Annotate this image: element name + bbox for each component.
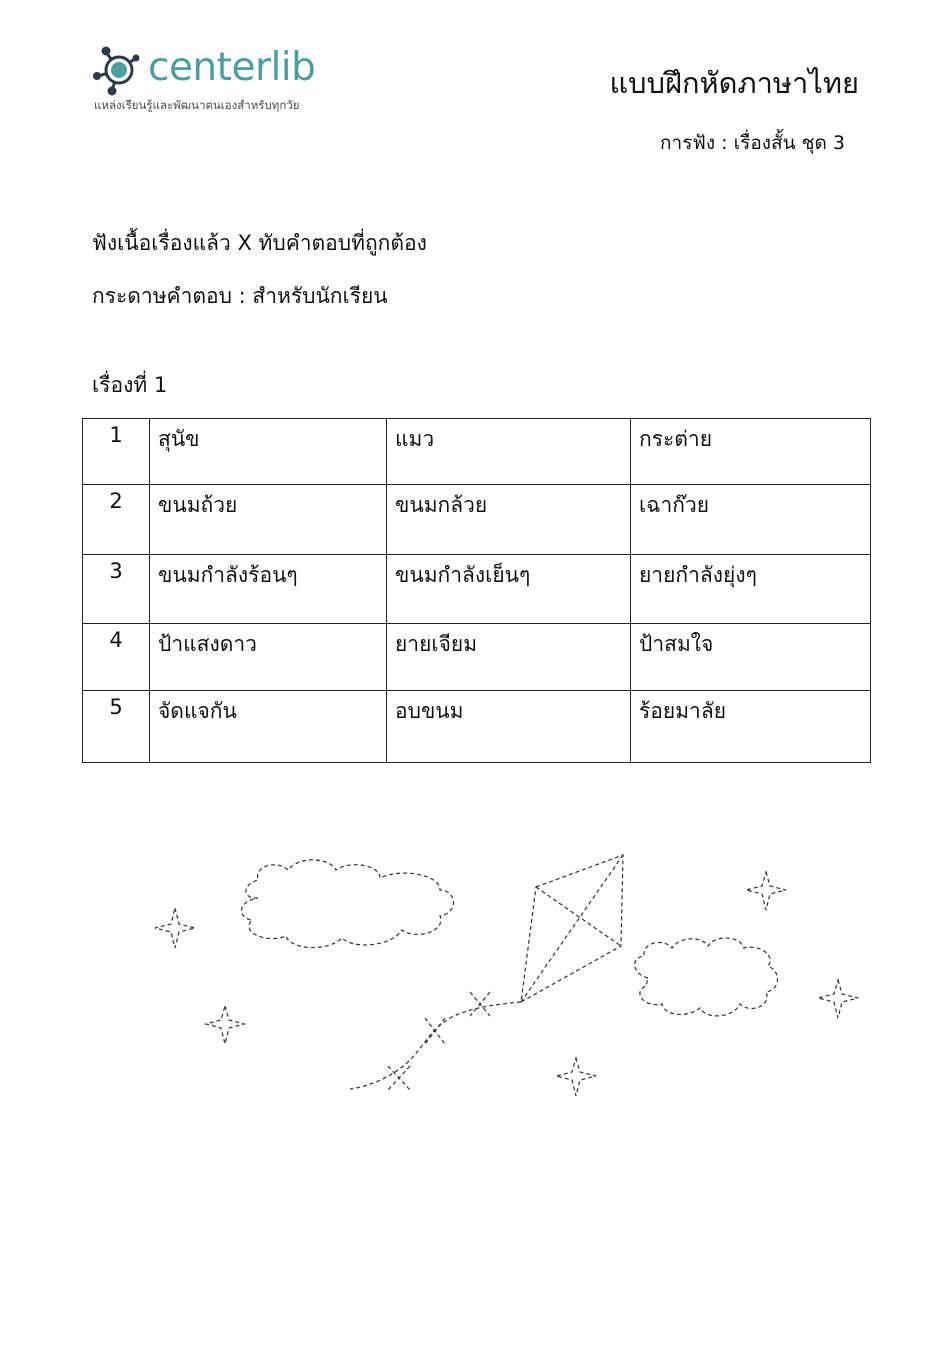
question-row-1 bbox=[83, 419, 871, 485]
star-icon bbox=[556, 1058, 596, 1096]
answer-choice[interactable]: อบขนม bbox=[387, 691, 631, 763]
star-icon bbox=[746, 872, 786, 910]
answer-sheet-label: กระดาษคำตอบ : สำหรับนักเรียน bbox=[92, 284, 388, 308]
answer-table bbox=[82, 418, 871, 763]
cloud-icon bbox=[635, 938, 778, 1016]
brand-name: centerlib bbox=[148, 45, 316, 90]
answer-choice[interactable]: สุนัข bbox=[150, 419, 387, 485]
instruction-text: ฟังเนื้อเรื่องแล้ว X ทับคำตอบที่ถูกต้อง bbox=[92, 231, 427, 255]
page-title: แบบฝึกหัดภาษาไทย bbox=[609, 66, 859, 100]
answer-choice[interactable]: ยายเจียม bbox=[387, 624, 631, 691]
question-row-3 bbox=[83, 555, 871, 624]
question-number: 4 bbox=[83, 624, 150, 691]
kite-illustration bbox=[140, 840, 880, 1110]
molecule-logo-icon bbox=[92, 42, 150, 98]
star-icon bbox=[155, 908, 195, 948]
answer-choice[interactable]: ป้าสมใจ bbox=[631, 624, 871, 691]
question-number: 5 bbox=[83, 691, 150, 763]
question-number: 2 bbox=[83, 485, 150, 555]
brand-logo bbox=[92, 42, 352, 117]
cloud-icon bbox=[241, 860, 453, 948]
answer-choice[interactable]: ยายกำลังยุ่งๆ bbox=[631, 555, 871, 624]
question-number: 3 bbox=[83, 555, 150, 624]
star-icon bbox=[206, 1006, 244, 1044]
brand-tagline: แหล่งเรียนรู้และพัฒนาตนเองสำหรับทุกวัย bbox=[94, 98, 300, 112]
kite-icon bbox=[350, 855, 623, 1090]
answer-choice[interactable]: กระต่าย bbox=[631, 419, 871, 485]
answer-choice[interactable]: ขนมถ้วย bbox=[150, 485, 387, 555]
question-row-5 bbox=[83, 691, 871, 763]
answer-choice[interactable]: ขนมกำลังร้อนๆ bbox=[150, 555, 387, 624]
star-icon bbox=[818, 980, 858, 1018]
answer-choice[interactable]: แมว bbox=[387, 419, 631, 485]
answer-choice[interactable]: ขนมกล้วย bbox=[387, 485, 631, 555]
page-subtitle: การฟัง : เรื่องสั้น ชุด 3 bbox=[660, 132, 845, 154]
question-number: 1 bbox=[83, 419, 150, 485]
answer-choice[interactable]: จัดแจกัน bbox=[150, 691, 387, 763]
question-row-2 bbox=[83, 485, 871, 555]
answer-choice[interactable]: ร้อยมาลัย bbox=[631, 691, 871, 763]
story-heading: เรื่องที่ 1 bbox=[92, 373, 168, 397]
question-row-4 bbox=[83, 624, 871, 691]
answer-choice[interactable]: ขนมกำลังเย็นๆ bbox=[387, 555, 631, 624]
answer-choice[interactable]: ป้าแสงดาว bbox=[150, 624, 387, 691]
answer-choice[interactable]: เฉาก๊วย bbox=[631, 485, 871, 555]
